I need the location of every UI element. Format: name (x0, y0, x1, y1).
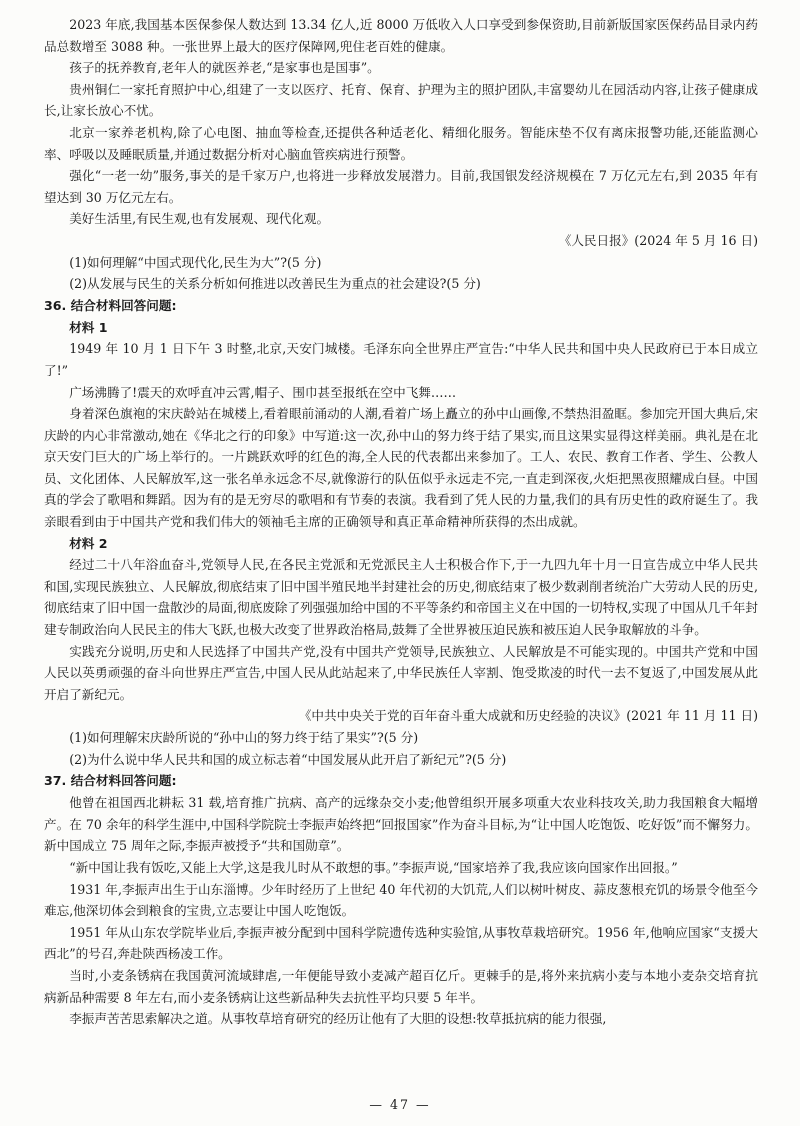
article-paragraph: 北京一家养老机构,除了心电图、抽血等检查,还提供各种适老化、精细化服务。智能床垫不仅有离床报警功能,还能监测心率、呼吸以及睡眠质量,并通过数据分析对心脑血管疾病进行预警。 (44, 124, 758, 162)
article-paragraph: 美好生活里,有民生观,也有发展观、现代化观。 (69, 211, 330, 227)
material-paragraph: 身着深色旗袍的宋庆龄站在城楼上,看着眼前涌动的人潮,看着广场上矗立的孙中山画像,不禁热泪盈眶。参加完开国大典后,宋庆龄的内心非常激动,她在《华北之行的印象》中写道:这一次,孙中山的努力终于结了果实,而且这果实显得这样美丽。典礼是在北京天安门巨大的广场上举行的。一片跳跃欢呼的红色的海,全人民的代表都出来参加了。工人、农民、教育工作者、学生、公教人员、文化团体、人民解放军,这一张名单永远念不尽,就像游行的队伍似乎永远走不完,一直走到深夜,火炬把黑夜照耀成白昼。中国真的学会了歌唱和舞蹈。因为有的是无穷尽的歌唱和有节奏的表演。我看到了凭人民的力量,我们的具有历史性的政府诞生了。我亲眼看到由于中国共产党和我们伟大的领袖毛主席的正确领导和真正革命精神所获得的杰出成就。 (44, 406, 758, 530)
question-item: (2)为什么说中华人民共和国的成立标志着“中国发展从此开启了新纪元”?(5 分) (69, 751, 507, 767)
article-paragraph: 强化“一老一幼”服务,事关的是千家万户,也将进一步释放发展潜力。目前,我国银发经济规模在 7 万亿元左右,到 2035 年有望达到 30 万亿元左右。 (44, 168, 758, 205)
material-label: 材料 2 (69, 535, 108, 551)
question-item: (1)如何理解“中国式现代化,民生为大”?(5 分) (69, 254, 322, 270)
question-36 (44, 295, 758, 770)
material-paragraph: 李振声苦苦思索解决之道。从事牧草培育研究的经历让他有了大胆的设想:牧草抵抗病的能力很强, (69, 1011, 607, 1027)
material-paragraph: 实践充分说明,历史和人民选择了中国共产党,没有中国共产党领导,民族独立、人民解放是不可能实现的。中国共产党和中国人民以英勇顽强的奋斗向世界庄严宣告,中国人民从此站起来了,中华民族任人宰割、饱受欺凌的时代一去不复返了,中国发展从此开启了新纪元。 (44, 643, 758, 702)
article-paragraph: 孩子的抚养教育,老年人的就医养老,“是家事也是国事”。 (69, 60, 380, 76)
material-paragraph: 经过二十八年浴血奋斗,党领导人民,在各民主党派和无党派民主人士积极合作下,于一九四九年十月一日宣告成立中华人民共和国,实现民族独立、人民解放,彻底结束了旧中国半殖民地半封建社会的历史,彻底结束了极少数剥削者统治广大劳动人民的历史,彻底结束了旧中国一盘散沙的局面,彻底废除了列强强加给中国的不平等条约和帝国主义在中国的一切特权,实现了中国从几千年封建专制政治向人民民主的伟大飞跃,也极大改变了世界政治格局,鼓舞了全世界被压迫民族和被压迫人民争取解放的斗争。 (44, 557, 758, 638)
question-item: (2)从发展与民生的关系分析如何推进以改善民生为重点的社会建设?(5 分) (69, 276, 481, 292)
article-paragraph: 贵州铜仁一家托育照护中心,组建了一支以医疗、托育、保育、护理为主的照护团队,丰富婴幼儿在园活动内容,让孩子健康成长,让家长放心不忧。 (44, 81, 758, 119)
material-paragraph: 广场沸腾了!震天的欢呼直冲云霄,帽子、围巾甚至报纸在空中飞舞…… (69, 384, 457, 400)
article-paragraph: 2023 年底,我国基本医保参保人数达到 13.34 亿人,近 8000 万低收入人口享受到参保资助,目前新版国家医保药品目录内药品总数增至 3088 种。一张世界上最大的医疗保障网,兜住老百姓的健康。 (44, 17, 758, 54)
material-paragraph: 1949 年 10 月 1 日下午 3 时整,北京,天安门城楼。毛泽东向全世界庄严宣告:“中华人民共和国中央人民政府已于本日成立了!” (44, 341, 758, 378)
question-37 (44, 770, 758, 1030)
material-paragraph: 当时,小麦条锈病在我国黄河流域肆虐,一年便能导致小麦减产超百亿斤。更棘手的是,将外来抗病小麦与本地小麦杂交培育抗病新品种需要 8 年左右,而小麦条锈病让这些新品种失去抗性平均只要 5 年半。 (44, 967, 758, 1005)
article-source: 《人民日报》(2024 年 5 月 16 日) (558, 232, 758, 248)
material-paragraph: 1951 年从山东农学院毕业后,李振声被分配到中国科学院遗传选种实验馆,从事牧草栽培研究。1956 年,他响应国家“支援大西北”的号召,奔赴陕西杨凌工作。 (44, 924, 758, 962)
question-heading: 37. 结合材料回答问题: (44, 773, 177, 789)
article-section (44, 14, 758, 295)
material-paragraph: 他曾在祖国西北耕耘 31 载,培育推广抗病、高产的远缘杂交小麦;他曾组织开展多项重大农业科技攻关,助力我国粮食大幅增产。在 70 余年的科学生涯中,中国科学院院士李振声始终把“回报国家”作为奋斗目标,为“让中国人吃饱饭、吃好饭”而不懈努力。新中国成立 75 周年之际,李振声被授予“共和国勋章”。 (44, 795, 758, 854)
page-number: — 47 — (369, 1097, 431, 1112)
question-heading: 36. 结合材料回答问题: (44, 297, 177, 313)
material-source: 《中共中央关于党的百年奋斗重大成就和历史经验的决议》(2021 年 11 月 11 日) (298, 708, 758, 724)
material-paragraph: “新中国让我有饭吃,又能上大学,这是我儿时从不敢想的事。”李振声说,“国家培养了我,我应该向国家作出回报。” (69, 859, 678, 875)
material-label: 材料 1 (69, 319, 108, 335)
question-item: (1)如何理解宋庆龄所说的“孙中山的努力终于结了果实”?(5 分) (69, 730, 419, 745)
material-paragraph: 1931 年,李振声出生于山东淄博。少年时经历了上世纪 40 年代初的大饥荒,人们以树叶树皮、蒜皮葱根充饥的场景令他至今难忘,他深切体会到粮食的宝贵,立志要让中国人吃饱饭。 (44, 881, 758, 919)
